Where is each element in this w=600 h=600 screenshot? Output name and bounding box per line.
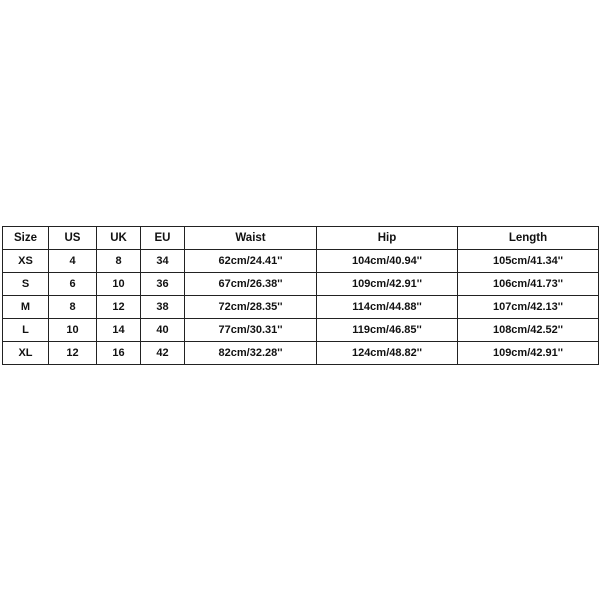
cell-hip: 114cm/44.88'': [317, 296, 458, 319]
header-waist: Waist: [185, 227, 317, 250]
cell-waist: 62cm/24.41'': [185, 250, 317, 273]
header-hip: Hip: [317, 227, 458, 250]
header-uk: UK: [97, 227, 141, 250]
cell-size: XL: [3, 342, 49, 365]
cell-eu: 36: [141, 273, 185, 296]
cell-size: XS: [3, 250, 49, 273]
cell-size: S: [3, 273, 49, 296]
cell-hip: 124cm/48.82'': [317, 342, 458, 365]
cell-uk: 14: [97, 319, 141, 342]
cell-uk: 8: [97, 250, 141, 273]
header-length: Length: [458, 227, 599, 250]
table-row: [3, 342, 599, 365]
table-row: [3, 273, 599, 296]
cell-eu: 42: [141, 342, 185, 365]
table-row: [3, 296, 599, 319]
size-chart-table: [2, 226, 599, 365]
cell-waist: 77cm/30.31'': [185, 319, 317, 342]
cell-length: 105cm/41.34'': [458, 250, 599, 273]
cell-us: 12: [49, 342, 97, 365]
cell-length: 109cm/42.91'': [458, 342, 599, 365]
cell-waist: 72cm/28.35'': [185, 296, 317, 319]
header-size: Size: [3, 227, 49, 250]
cell-eu: 34: [141, 250, 185, 273]
cell-us: 6: [49, 273, 97, 296]
cell-us: 8: [49, 296, 97, 319]
cell-us: 10: [49, 319, 97, 342]
cell-waist: 82cm/32.28'': [185, 342, 317, 365]
cell-uk: 16: [97, 342, 141, 365]
cell-length: 107cm/42.13'': [458, 296, 599, 319]
table-row: [3, 250, 599, 273]
cell-hip: 104cm/40.94'': [317, 250, 458, 273]
cell-us: 4: [49, 250, 97, 273]
header-row: [3, 227, 599, 250]
cell-uk: 12: [97, 296, 141, 319]
size-chart-container: [2, 226, 598, 365]
cell-length: 108cm/42.52'': [458, 319, 599, 342]
cell-hip: 119cm/46.85'': [317, 319, 458, 342]
table-row: [3, 319, 599, 342]
cell-length: 106cm/41.73'': [458, 273, 599, 296]
cell-eu: 40: [141, 319, 185, 342]
cell-size: L: [3, 319, 49, 342]
cell-waist: 67cm/26.38'': [185, 273, 317, 296]
header-eu: EU: [141, 227, 185, 250]
cell-uk: 10: [97, 273, 141, 296]
header-us: US: [49, 227, 97, 250]
cell-eu: 38: [141, 296, 185, 319]
cell-size: M: [3, 296, 49, 319]
cell-hip: 109cm/42.91'': [317, 273, 458, 296]
